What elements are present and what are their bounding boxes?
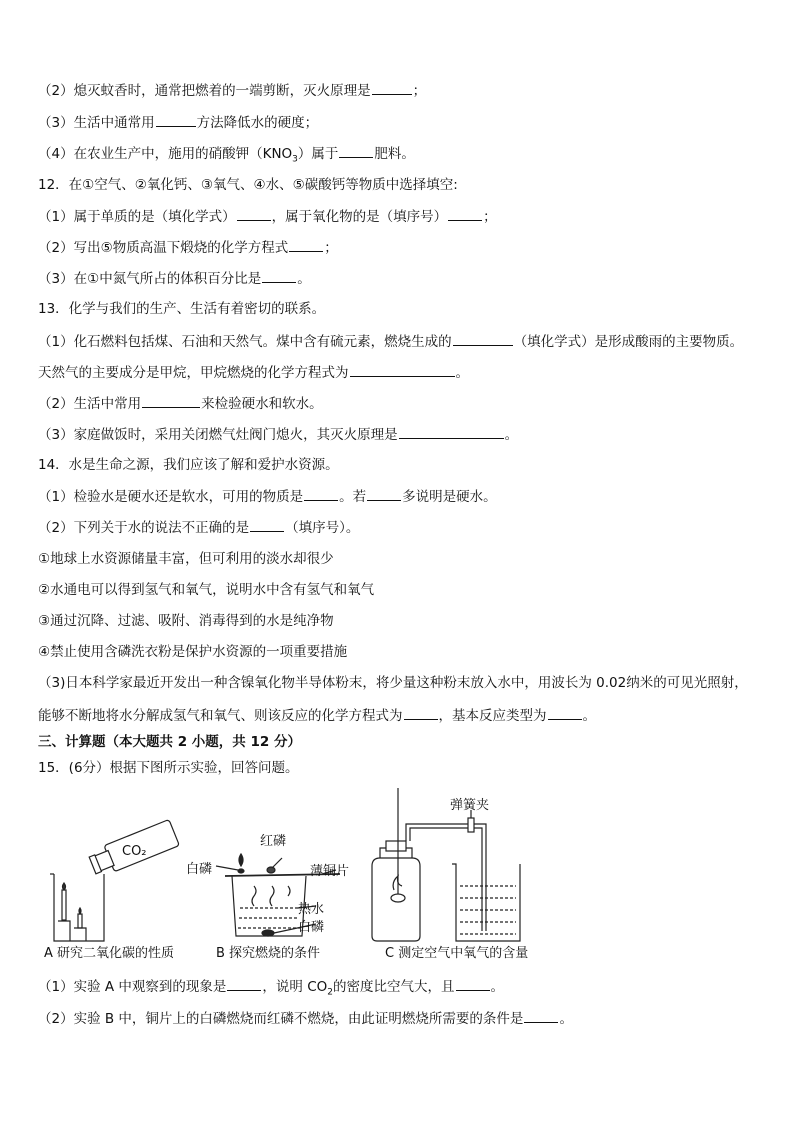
text: 。 bbox=[455, 365, 469, 381]
option-2: ②水通电可以得到氢气和氧气，说明水中含有氢气和氧气 bbox=[38, 582, 375, 598]
answer-blank[interactable] bbox=[367, 486, 401, 501]
experiment-a-drawing bbox=[50, 819, 179, 941]
text: （1）化石燃料包括煤、石油和天然气。煤中含有硫元素，燃烧生成的 bbox=[38, 334, 452, 350]
answer-blank[interactable] bbox=[156, 112, 196, 127]
hot-water-label: 热水 bbox=[298, 902, 325, 917]
text: （4）在农业生产中，施用的硝酸钾（KNO bbox=[38, 146, 293, 162]
text: 肥料。 bbox=[374, 146, 415, 162]
question-13-3 bbox=[38, 424, 518, 445]
text: （3）生活中通常用 bbox=[38, 115, 155, 131]
text: （填化学式）是形成酸雨的主要物质。 bbox=[513, 334, 744, 350]
question-14-2 bbox=[38, 517, 359, 538]
caption-c: C 测定空气中氧气的含量 bbox=[385, 946, 529, 961]
answer-blank[interactable] bbox=[289, 237, 323, 252]
answer-blank[interactable] bbox=[350, 362, 455, 377]
section-heading: 三、计算题（本大题共 2 小题，共 12 分） bbox=[38, 734, 301, 750]
text: ，属于氧化物的是（填序号） bbox=[271, 209, 448, 225]
text: （2）熄灭蚊香时，通常把燃着的一端剪断，灭火原理是 bbox=[38, 83, 371, 99]
text: （1）属于单质的是（填化学式） bbox=[38, 209, 236, 225]
text: （2）写出⑤物质高温下煅烧的化学方程式 bbox=[38, 240, 289, 256]
question-14-3-cont bbox=[38, 705, 596, 726]
text: （2）实验 B 中，铜片上的白磷燃烧而红磷不燃烧，由此证明燃烧所需要的条件是 bbox=[38, 1011, 524, 1027]
caption-b: B 探究燃烧的条件 bbox=[216, 946, 321, 961]
answer-blank[interactable] bbox=[372, 80, 412, 95]
question-14-3: （3)日本科学家最近开发出一种含镍氧化物半导体粉末，将少量这种粉末放入水中，用波长为 0.02纳米的可见光照射， bbox=[38, 675, 748, 691]
option-3: ③通过沉降、过滤、吸附、消毒得到的水是纯净物 bbox=[38, 613, 334, 629]
question-13-2 bbox=[38, 393, 323, 414]
question-15-1 bbox=[38, 976, 504, 1003]
subscript: 3 bbox=[292, 154, 298, 165]
text: （1）检验水是硬水还是软水，可用的物质是 bbox=[38, 489, 304, 505]
text: （2）下列关于水的说法不正确的是 bbox=[38, 520, 250, 536]
answer-blank[interactable] bbox=[237, 206, 271, 221]
text: （3）家庭做饭时，采用关闭燃气灶阀门熄火，其灭火原理是 bbox=[38, 427, 398, 443]
answer-blank[interactable] bbox=[456, 976, 490, 991]
text: （2）生活中常用 bbox=[38, 396, 142, 412]
question-14: 14．水是生命之源，我们应该了解和爱护水资源。 bbox=[38, 457, 339, 473]
answer-blank[interactable] bbox=[548, 705, 582, 720]
text: （填序号）。 bbox=[285, 520, 360, 536]
caption-a: A 研究二氧化碳的性质 bbox=[44, 946, 175, 961]
text: 能够不断地将水分解成氢气和氧气、则该反应的化学方程式为 bbox=[38, 708, 403, 724]
question-11-4 bbox=[38, 143, 415, 170]
text: ，说明 CO bbox=[262, 979, 328, 995]
question-13-1 bbox=[38, 331, 743, 352]
answer-blank[interactable] bbox=[250, 517, 284, 532]
answer-blank[interactable] bbox=[227, 976, 261, 991]
text: 。 bbox=[490, 979, 504, 995]
text: ； bbox=[483, 209, 497, 225]
option-1: ①地球上水资源储量丰富，但可利用的淡水却很少 bbox=[38, 551, 334, 567]
co2-bottle-label: CO₂ bbox=[122, 844, 147, 859]
text: ，基本反应类型为 bbox=[438, 708, 547, 724]
question-12: 12．在①空气、②氧化钙、③氧气、④水、⑤碳酸钙等物质中选择填空: bbox=[38, 177, 458, 193]
subscript: 2 bbox=[327, 987, 333, 998]
text: 。 bbox=[559, 1011, 573, 1027]
text: 。若 bbox=[339, 489, 367, 505]
answer-blank[interactable] bbox=[339, 143, 373, 158]
text: 。 bbox=[504, 427, 519, 443]
text: 的密度比空气大，且 bbox=[333, 979, 455, 995]
answer-blank[interactable] bbox=[524, 1008, 558, 1023]
text: 多说明是硬水。 bbox=[402, 489, 497, 505]
experiment-figure bbox=[40, 786, 600, 966]
text: 方法降低水的硬度； bbox=[196, 115, 319, 131]
question-14-1 bbox=[38, 486, 497, 507]
question-15-2 bbox=[38, 1008, 573, 1029]
answer-blank[interactable] bbox=[453, 331, 513, 346]
question-13: 13．化学与我们的生产、生活有着密切的联系。 bbox=[38, 301, 326, 317]
question-12-3 bbox=[38, 268, 311, 289]
text: ； bbox=[412, 83, 427, 99]
question-11-2 bbox=[38, 80, 426, 101]
question-13-1-cont bbox=[38, 362, 469, 383]
question-11-3 bbox=[38, 112, 318, 133]
text: 。 bbox=[582, 708, 596, 724]
question-12-2 bbox=[38, 237, 338, 258]
answer-blank[interactable] bbox=[404, 705, 438, 720]
text: ； bbox=[324, 240, 338, 256]
white-phosphorus-water-label: 白磷 bbox=[298, 920, 325, 935]
text: 天然气的主要成分是甲烷，甲烷燃烧的化学方程式为 bbox=[38, 365, 349, 381]
text: 。 bbox=[297, 271, 311, 287]
answer-blank[interactable] bbox=[304, 486, 338, 501]
text: 来检验硬水和软水。 bbox=[201, 396, 323, 412]
clamp-label: 弹簧夹 bbox=[450, 798, 490, 813]
white-phosphorus-label: 白磷 bbox=[186, 862, 213, 877]
question-15: 15．(6分）根据下图所示实验，回答问题。 bbox=[38, 760, 299, 776]
copper-sheet-label: 薄铜片 bbox=[310, 864, 350, 879]
answer-blank[interactable] bbox=[262, 268, 296, 283]
question-12-1 bbox=[38, 206, 497, 227]
experiment-c-drawing bbox=[372, 788, 520, 941]
answer-blank[interactable] bbox=[448, 206, 482, 221]
answer-blank[interactable] bbox=[399, 424, 504, 439]
answer-blank[interactable] bbox=[142, 393, 200, 408]
text: （1）实验 A 中观察到的现象是 bbox=[38, 979, 227, 995]
text: （3）在①中氮气所占的体积百分比是 bbox=[38, 271, 262, 287]
text: ）属于 bbox=[297, 146, 339, 162]
red-phosphorus-label: 红磷 bbox=[260, 834, 287, 849]
option-4: ④禁止使用含磷洗衣粉是保护水资源的一项重要措施 bbox=[38, 644, 348, 660]
